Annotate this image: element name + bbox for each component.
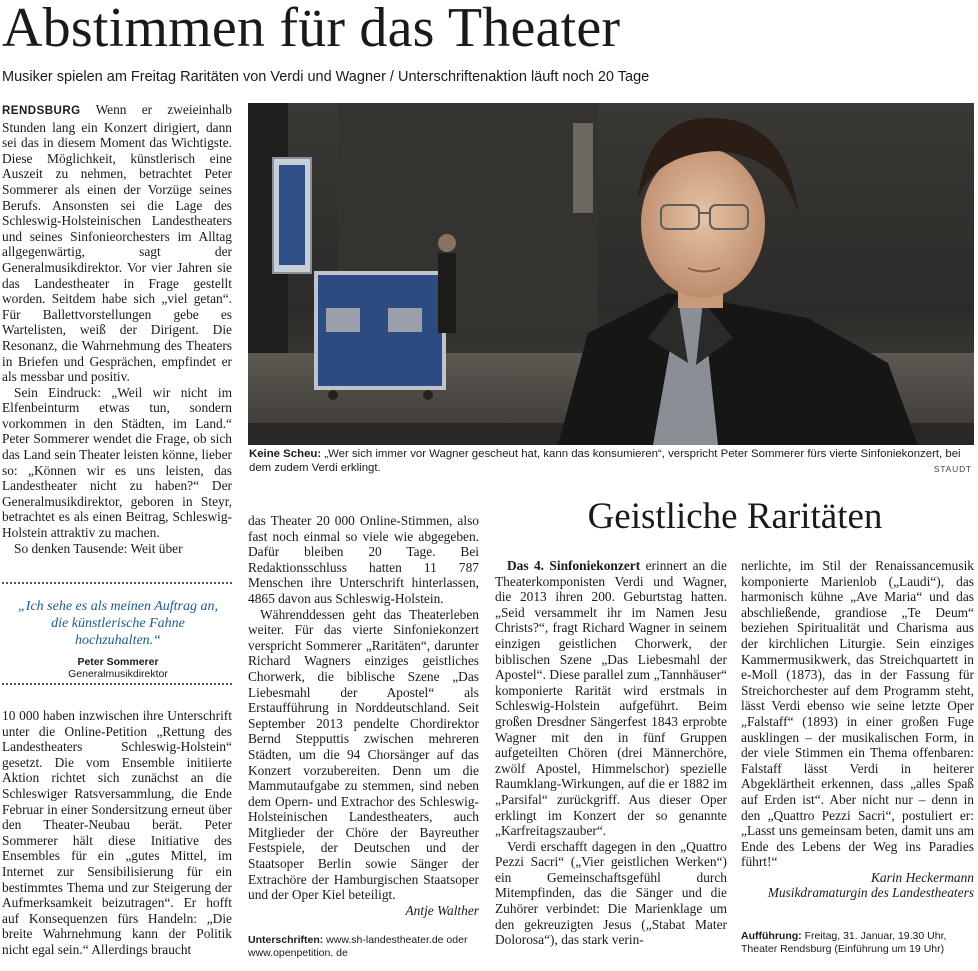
signatures-note bbox=[248, 934, 479, 959]
divider bbox=[2, 683, 232, 685]
subheadline: Musiker spielen am Freitag Raritäten von Verdi und Wagner / Unterschriftenaktion läuft noch 20 Tage bbox=[2, 69, 650, 85]
side-article-column-1 bbox=[495, 558, 727, 948]
conductor-on-stage-illustration bbox=[248, 103, 974, 445]
paragraph: erinnert an die Theaterkomponisten Verdi und Wagner, die 2013 ihren 200. Geburtstag hatten. „Seid versammelt ihr im Namen Jesu Christs?“, fragt Richard Wagner in seinem einzigen geistlichen Chorwerk, der biblischen Szene „Das Liebesmahl der Apostel“. Diese parallel zum „Tannhäuser“ komponierte Rarität wird erstmals in Schleswig-Holstein aufgeführt. Beim großen Dresdner Sängerfest 1843 erprobte Wagner mit den in fünf Gruppen aufgeteilten Chören (drei Männerchöre, zwölf Apostel, Himmelschor) spezielle Raumklang-Wirkungen, auf die er 1882 im „Parsifal“ zurückgriff. Aus dieser Oper erklingt im Konzert der so genannte „Karfreitagszauber“. bbox=[495, 558, 727, 839]
pull-quote bbox=[18, 598, 218, 680]
headline: Abstimmen für das Theater bbox=[2, 0, 621, 59]
paragraph: Verdi erschafft dagegen in den „Quattro Pezzi Sacri“ („Vier geistlichen Werken“) ein Gemeinschaftsgefühl durch Mitempfinden, das die Sänger und die Zuhörer verbindet: Die Marienklage um den gekreuzigten Jesus („Stabat Mater Dolorosa“), das stark verin- bbox=[495, 838, 727, 948]
performance-note bbox=[741, 930, 974, 955]
signatures-links: www.sh-landestheater.de oder www.openpetition. de bbox=[248, 934, 468, 959]
lead-in: Das 4. Sinfoniekonzert bbox=[507, 558, 641, 573]
pull-quote-role: Generalmusikdirektor bbox=[68, 668, 168, 680]
paragraph: Wenn er zweieinhalb Stunden lang ein Konzert dirigiert, dann sei das in diesem Moment das Wichtigste. Diese Möglichkeit, künstlerisch eine Auszeit zu nehmen, betrachtet Peter Sommerer als einen der Vorzüge seines Berufs. Ansonsten sei die Lage des Schleswig-Holsteinischen Landestheaters und seines Sinfonieorchesters im Alltag allgegenwärtig, sagt der Generalmusikdirektor. Vor vier Jahren sie das Landestheater in Frage gestellt worden. Seitdem habe sich „viel getan“. Für Ballettvorstellungen gebe es Wartelisten, weiß der Dirigent. Die Resonanz, die Wahrnehmung des Theaters in Briefen und Gesprächen, empfindet er als messbar und positiv. bbox=[2, 102, 232, 385]
author-byline: Karin Heckermann bbox=[870, 869, 974, 885]
article-photo bbox=[248, 103, 974, 445]
paragraph: Währenddessen geht das Theaterleben weiter. Für das vierte Sinfoniekonzert verspricht Sommerer „Raritäten“, darunter Richard Wagners einziges geistliches Chorwerk, die biblische Szene „Das Liebesmahl der Apostel“ als Erstaufführung in Norddeutschland. Seit September 2013 pendelte Chordirektor Bernd Stepputtis zwischen mehreren Städten, um die 94 Chorsänger auf das Konzert vorzubereiten. Denn um die Mammutaufgabe zu stemmen, sind neben dem Opern- und Extrachor des Schleswig-Holsteinischen Landestheaters, auch Mitglieder der Chöre der Bayreuther Festspiele, der Deutschen und der Staatsoper Berlin sowie Sänger der Extrachöre der Hamburgischen Staatsoper und der Oper Kiel beteiligt. bbox=[248, 606, 479, 903]
caption-text: „Wer sich immer vor Wagner gescheut hat, kann das konsumieren“, verspricht Peter Sommerer fürs vierte Sinfoniekonzert, bei dem zudem Verdi erklingt. bbox=[249, 448, 961, 474]
dateline: RENDSBURG bbox=[2, 105, 81, 117]
paragraph: Sein Eindruck: „Weil wir nicht im Elfenbeinturm etwas tun, sondern vorkommen in den Städten, im Land.“ Peter Sommerer wendet die Frage, ob sich das Land sein Theater leisten könne, lieber so: „Können wir es uns leisten, das Landestheater nicht zu haben?“ Der Generalmusikdirektor, geboren in Steyr, betrachtet es als einen Beitrag, Schleswig-Holstein attraktiv zu machen. bbox=[2, 384, 232, 541]
pull-quote-text: „Ich sehe es als meinen Auftrag an, die künstlerische Fahne hochzuhalten.“ bbox=[18, 599, 218, 648]
side-article-column-2 bbox=[741, 558, 974, 901]
paragraph: 10 000 haben inzwischen ihre Unterschrift unter die Online-Petition „Rettung des Landestheaters Schleswig-Holstein“ gesetzt. Die vom Ensemble initiierte Aktion richtet sich zunächst an die Schleswiger Ratsversammlung, die Ende Februar in einer Sondersitzung erneut über den Theater-Neubau berät. Peter Sommerer hält diese Initiative des Ensembles für ein „gutes Mittel, im Internet zur Sensibilisierung für ein bestimmtes Thema und zur Steigerung der Aufmerksamkeit beizutragen“. Er hofft auf Konsequenzen fürs Handeln: „Die breite Wahrnehmung kann der Politik nicht egal sein.“ Allerdings braucht bbox=[2, 708, 232, 957]
divider bbox=[2, 582, 232, 584]
photo-caption bbox=[249, 448, 974, 475]
performance-details: Freitag, 31. Januar, 19.30 Uhr, Theater Rendsburg (Einführung um 19 Uhr) bbox=[741, 930, 947, 955]
photo-credit: STAUDT bbox=[933, 464, 972, 474]
pull-quote-name: Peter Sommerer bbox=[77, 656, 159, 668]
performance-label: Aufführung: bbox=[741, 930, 802, 942]
caption-label: Keine Scheu: bbox=[249, 448, 322, 460]
author-role: Musikdramaturgin des Landestheaters bbox=[767, 885, 974, 901]
author-byline: Antje Walther bbox=[405, 902, 479, 918]
paragraph: das Theater 20 000 Online-Stimmen, also fast noch einmal so viele wie abgegeben. Dafür bleiben 20 Tage. Bei Redaktionsschluss hatten 11 787 Menschen ihre Unterschrift hinterlassen, 4865 davon aus Schleswig-Holstein. bbox=[248, 513, 479, 606]
article-column-1-lower bbox=[2, 708, 232, 958]
paragraph: nerlichte, im Stil der Renaissancemusik komponierte Marienlob („Laudi“), das harmonisch kühne „Ave Maria“ und das abschließende, grandiose „Te Deum“ beziehen Spiritualität und Charisma aus der kirchlichen Liturgie. Sein einziges Kammermusikwerk, das Streichquartett in e-Moll (1873), das in der Fassung für Streichorchester auf dem Programm steht, lässt Verdi ebenso wie seine letzte Oper „Falstaff“ (1893) in einer großen Fuge ausklingen – der musikalischen Form, in der viele Stimmen ein Thema offenbaren: Falstaff lässt Verdi in heiterer Abgeklärtheit erkennen, dass „alles Spaß auf Erden ist“. Aber nicht nur – denn in den „Quattro Pezzi Sacri“, postuliert er: „Lasst uns gemeinsam beten, damit uns am Ende des Lebens der Weg ins Paradies führt!“ bbox=[741, 558, 974, 870]
signatures-label: Unterschriften: bbox=[248, 934, 324, 946]
side-article-headline: Geistliche Raritäten bbox=[587, 496, 883, 537]
paragraph: So denken Tausende: Weit über bbox=[14, 540, 183, 556]
article-column-1 bbox=[2, 102, 232, 556]
article-column-2 bbox=[248, 513, 479, 918]
